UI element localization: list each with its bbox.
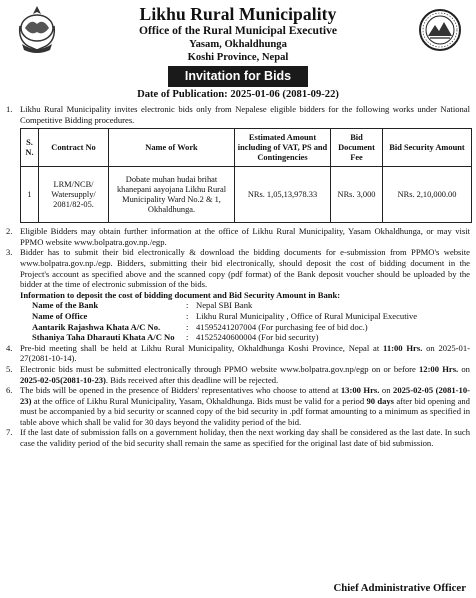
municipality-title: Likhu Rural Municipality bbox=[139, 4, 337, 24]
header-name-of-work: Name of Work bbox=[109, 129, 235, 167]
bank-name-label: Name of the Bank bbox=[32, 300, 99, 311]
paragraph-text: Pre-bid meeting shall be held at Likhu Rural Municipality, Okhaldhunga Koshi Province, Nepal at 11:00 Hrs. on 2025-01-27(2081-10-14). bbox=[20, 342, 470, 364]
paragraph-3 bbox=[6, 247, 470, 289]
office-name: Office of the Rural Municipal Executive bbox=[138, 24, 338, 37]
bank-info bbox=[20, 289, 470, 343]
paragraph-4 bbox=[6, 343, 470, 364]
khata-row bbox=[32, 322, 470, 333]
header-bid-security: Bid Security Amount bbox=[383, 129, 472, 167]
table-header-row bbox=[21, 129, 472, 167]
bids-table bbox=[20, 128, 472, 223]
paragraph-text: The bids will be opened in the presence of Bidders' representatives who choose to attend at 13:00 Hrs. on 2025-02-05 (2081-10-23) at the office of Likhu Rural Municipality, Yasam, Okhaldhunga. Bids must be valid for a period 90 days after bid opening and must be accompanied by a bid security or scanned copy of the bid security in .pdf format amounting to a minimum as specified in table above which shall be valid for 30 days beyond the validity period of the bid. bbox=[20, 385, 471, 427]
paragraph-1 bbox=[6, 104, 470, 125]
bank-name-value: Nepal SBI Bank bbox=[196, 300, 253, 311]
paragraph-text: Bidder has to submit their bid electronically & download the bidding documents for e-submission from PPMO's website www.bolpatra.gov.np./egp. Bidders, submitting their bid electronically, should deposit the cost of bidding document in the Project's account as specified above and the scanned copy (pdf format) of the Bank deposit voucher should be uploaded by the bidder at the time of electronic submission of the bids. bbox=[20, 247, 470, 290]
cell-bid-document-fee: NRs. 3,000 bbox=[331, 167, 383, 223]
colon: : bbox=[186, 300, 189, 311]
signature-title: Chief Administrative Officer bbox=[333, 582, 466, 594]
item-number: 4. bbox=[6, 342, 13, 353]
nepal-emblem-icon bbox=[14, 4, 60, 56]
item-number: 3. bbox=[6, 247, 13, 258]
colon: : bbox=[186, 321, 189, 332]
office-label: Name of Office bbox=[32, 310, 88, 321]
paragraph-5 bbox=[6, 364, 470, 385]
header-bid-document-fee: Bid Document Fee bbox=[331, 129, 383, 167]
dharauti-label: Sthaniya Taha Dharauti Khata A/C No bbox=[32, 332, 175, 343]
cell-name-of-work: Dobate muhan hudai brihat khanepani aayojana Likhu Rural Municipality Ward No.2 & 1, Okhaldhunga. bbox=[109, 167, 235, 223]
colon: : bbox=[186, 332, 189, 343]
item-number: 5. bbox=[6, 363, 13, 374]
cell-estimated-amount: NRs. 1,05,13,978.33 bbox=[235, 167, 331, 223]
dharauti-row bbox=[32, 332, 470, 343]
item-number: 7. bbox=[6, 427, 13, 438]
cell-contract-no: LRM/NCB/ Watersupply/ 2081/82-05. bbox=[39, 167, 109, 223]
office-row bbox=[32, 311, 470, 322]
item-number: 6. bbox=[6, 385, 13, 396]
table-row bbox=[21, 167, 472, 223]
publication-date: Date of Publication: 2025-01-06 (2081-09-22) bbox=[137, 89, 339, 100]
paragraph-text: If the last date of submission falls on a government holiday, then the next working day shall be considered as the last date. In such case the validity period of the bid security shall remain the same as specified for the original last date of bid submission. bbox=[20, 427, 470, 449]
address-line: Yasam, Okhaldhunga bbox=[189, 39, 287, 50]
header bbox=[6, 0, 470, 84]
paragraph-7 bbox=[6, 427, 470, 448]
bank-info-heading: Information to deposit the cost of bidding document and Bid Security Amount in Bank: bbox=[20, 289, 341, 300]
bank-name-row bbox=[32, 300, 470, 311]
cell-sn: 1 bbox=[21, 167, 39, 223]
paragraph-text: Likhu Rural Municipality invites electronic bids only from Nepalese eligible bidders for the following works under National Competitive Bidding procedures. bbox=[20, 104, 470, 125]
header-estimated-amount: Estimated Amount including of VAT, PS and Contingencies bbox=[235, 129, 331, 167]
colon: : bbox=[186, 310, 189, 321]
khata-label: Aantarik Rajashwa Khata A/C No. bbox=[32, 321, 161, 332]
header-sn: S. N. bbox=[21, 129, 39, 167]
paragraph-6 bbox=[6, 385, 470, 427]
khata-value: 41595241207004 (For purchasing fee of bid doc.) bbox=[196, 321, 368, 332]
office-value: Likhu Rural Municipality , Office of Rural Municipal Executive bbox=[196, 310, 418, 321]
paragraph-2 bbox=[6, 226, 470, 247]
cell-bid-security: NRs. 2,10,000.00 bbox=[383, 167, 472, 223]
dharauti-value: 41525240600004 (For bid security) bbox=[196, 332, 319, 343]
item-number: 2. bbox=[6, 226, 13, 237]
province-line: Koshi Province, Nepal bbox=[187, 52, 289, 63]
invitation-banner: Invitation for Bids bbox=[168, 66, 308, 87]
paragraph-text: Eligible Bidders may obtain further information at the office of Likhu Rural Municipality, Yasam Okhaldhunga, or may visit PPMO website www.bolpatra.gov.np./egp. bbox=[20, 226, 470, 247]
header-contract-no: Contract No bbox=[39, 129, 109, 167]
paragraph-text: Electronic bids must be submitted electronically through PPMO website www.bolpatra.gov.np/egp on or before 12:00 Hrs. on 2025-02-05(2081-10-23). Bids received after this deadline will be rejected. bbox=[20, 363, 470, 385]
item-number: 1. bbox=[6, 104, 13, 114]
municipality-seal-icon bbox=[418, 8, 462, 52]
